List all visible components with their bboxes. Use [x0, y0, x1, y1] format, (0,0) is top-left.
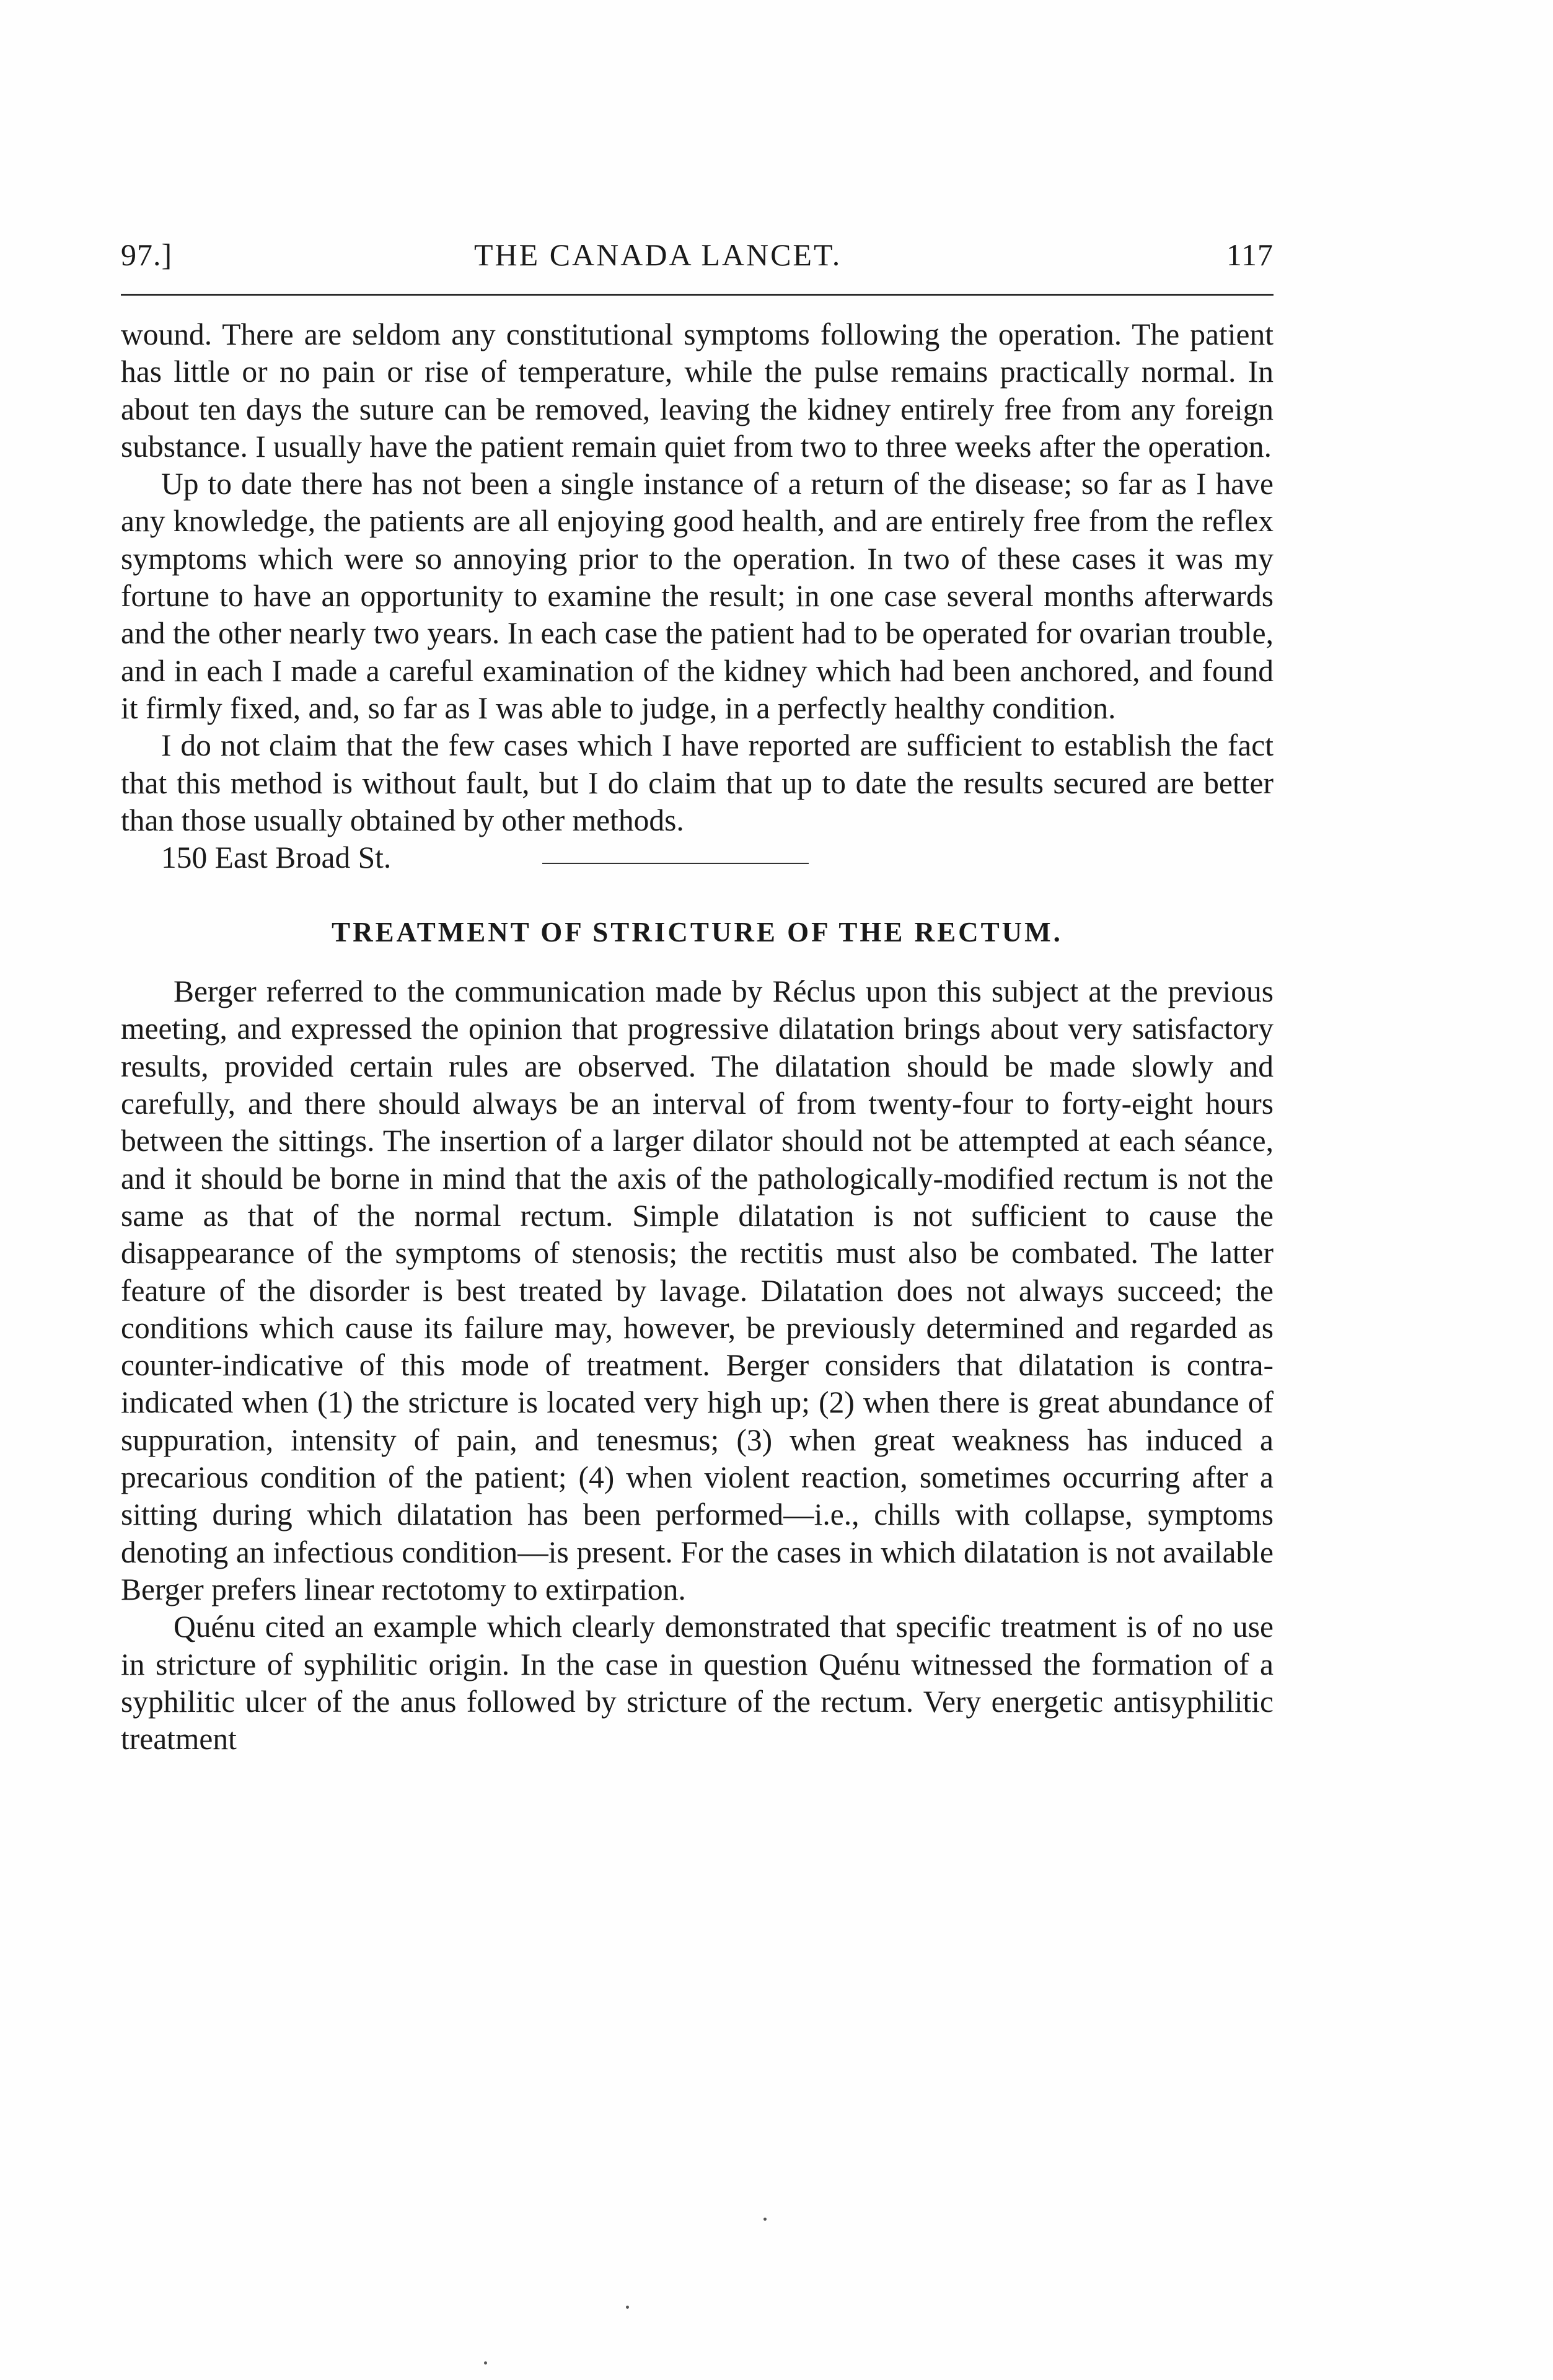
print-speck [484, 2361, 487, 2365]
paragraph: I do not claim that the few cases which I have reported are sufficient to establish the fact that this method is without fault, but I do claim that up to date the results secured are better than those usually obtained by other methods. [121, 728, 1274, 837]
article-body [121, 316, 1274, 1758]
paragraph: Quénu cited an example which clearly demonstrated that specific treatment is of no use in stricture of syphilitic origin. In the case in question Quénu witnessed the formation of a syphilitic ulcer of the anus followed by stricture of the rectum. Very energetic antisyphilitic treatment [121, 1610, 1274, 1756]
author-address: 150 East Broad St. [161, 840, 392, 875]
section-heading: TREATMENT OF STRICTURE OF THE RECTUM. [332, 917, 1063, 948]
page-number: 117 [1226, 237, 1274, 272]
paragraph: Berger referred to the communication made by Réclus upon this subject at the previous meeting, and expressed the opinion that progressive dilatation brings about very satisfactory results, provided certain rules are observed. The dilatation should be made slowly and carefully, and there should always be an interval of from twenty-four to forty-eight hours between the sittings. The insertion of a larger dilator should not be attempted at each séance, and it should be borne in mind that the axis of the pathologically-modified rectum is not the same as that of the normal rectum. Simple dilatation is not sufficient to cause the disappearance of the symptoms of stenosis; the rectitis must also be combated. The latter feature of the disorder is best treated by lavage. Dilatation does not always succeed; the conditions which cause its failure may, however, be previously determined and regarded as counter-indicative of this mode of treatment. Berger considers that dilatation is contra-indicated when (1) the stricture is located very high up; (2) when there is great abundance of suppuration, intensity of pain, and tenesmus; (3) when great weakness has induced a precarious condition of the patient; (4) when violent reaction, sometimes occurring after a sitting during which dilatation has been performed—i.e., chills with collapse, symptoms denoting an infectious condition—is present. For the cases in which dilatation is not available Berger prefers linear rectotomy to extirpation. [121, 974, 1274, 1606]
section-divider [542, 863, 809, 864]
print-speck [626, 2306, 629, 2309]
signoff-row [121, 839, 1274, 876]
header-rule [121, 294, 1274, 296]
issue-number: 97.] [121, 237, 173, 272]
journal-title: THE CANADA LANCET. [474, 237, 842, 272]
print-speck [763, 2218, 767, 2221]
paragraph: wound. There are seldom any constitutional symptoms following the operation. The patient has little or no pain or rise of temperature, while the pulse remains practically normal. In about ten days the suture can be removed, leaving the kidney entirely free from any foreign substance. I usually have the patient remain quiet from two to three weeks after the operation. [121, 317, 1274, 464]
paragraph: Up to date there has not been a single instance of a return of the disease; so far as I have any knowledge, the patients are all enjoying good health, and are entirely free from the reflex symptoms which were so annoying prior to the operation. In two of these cases it was my fortune to have an opportunity to examine the result; in one case several months afterwards and the other nearly two years. In each case the patient had to be operated for ovarian trouble, and in each I made a careful examination of the kidney which had been anchored, and found it firmly fixed, and, so far as I was able to judge, in a perfectly healthy condition. [121, 467, 1274, 725]
running-header [121, 231, 1274, 280]
